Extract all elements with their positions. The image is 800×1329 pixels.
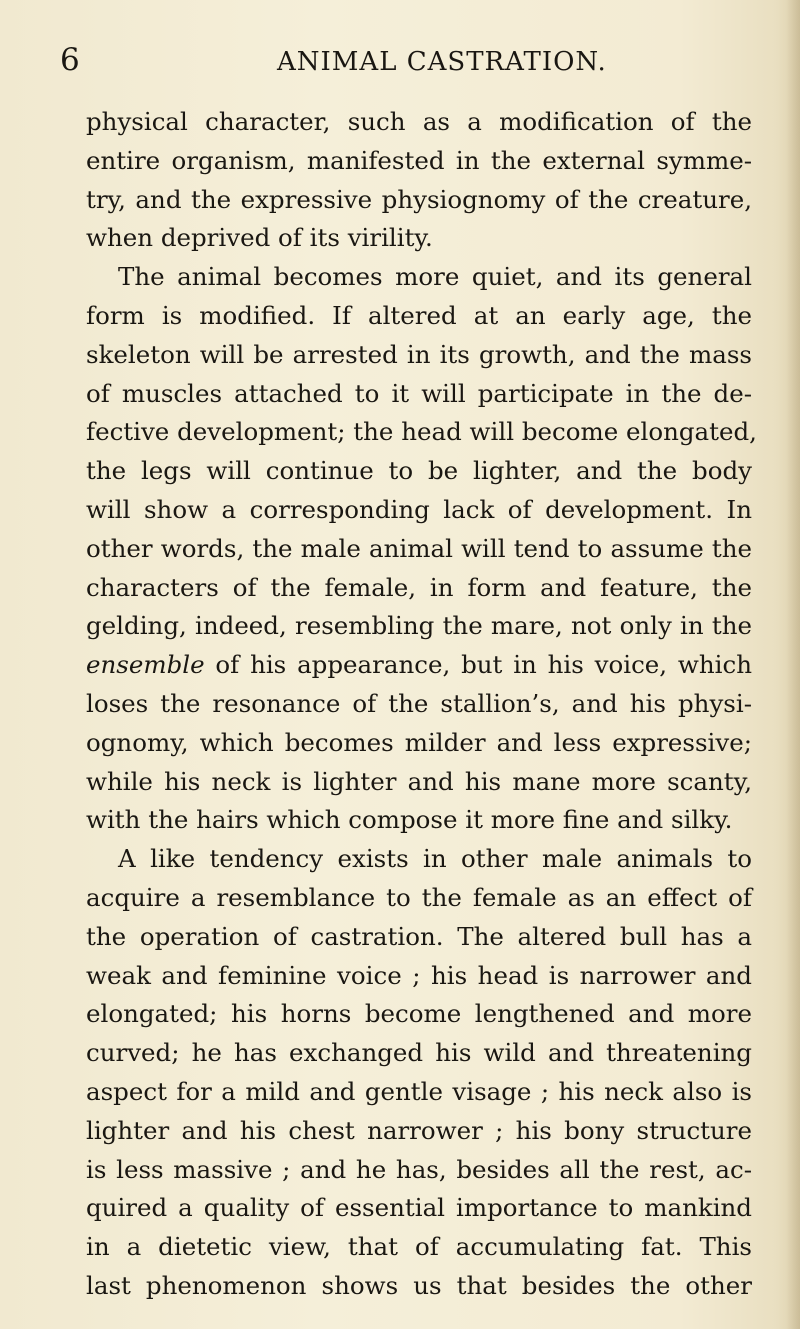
text-line: skeleton will be arrested in its growth, and the mass xyxy=(86,339,752,369)
text-line: aspect for a mild and gentle visage ; his neck also is xyxy=(86,1076,752,1106)
text-line: the operation of castration. The altered bull has a xyxy=(86,921,752,951)
text-line: curved; he has exchanged his wild and threatening xyxy=(86,1038,752,1068)
text-line: while his neck is lighter and his mane more scanty, xyxy=(86,766,752,796)
paragraph-start-line: The animal becomes more quiet, and its general xyxy=(118,262,752,292)
text-line: weak and feminine voice ; his head is narrower and xyxy=(86,960,752,990)
header-title: ANIMAL CASTRATION. xyxy=(277,47,607,77)
running-head xyxy=(60,40,750,80)
text-line: quired a quality of essential importance to mankind xyxy=(86,1193,752,1223)
text-line: is less massive ; and he has, besides all the rest, ac- xyxy=(86,1154,752,1184)
text-line: the legs will continue to be lighter, and the body xyxy=(86,456,752,486)
paragraph-start-line: A like tendency exists in other male animals to xyxy=(118,844,752,874)
text-line: elongated; his horns become lengthened and more xyxy=(86,999,752,1029)
text-line: physical character, such as a modification of the xyxy=(86,107,752,136)
text-line: last phenomenon shows us that besides the other xyxy=(86,1270,752,1300)
text-span: of his appearance, but in his voice, which xyxy=(204,650,752,680)
text-line: entire organism, manifested in the external symme- xyxy=(86,145,752,175)
text-line: other words, the male animal will tend to assume the xyxy=(86,533,752,563)
page-number: 6 xyxy=(60,42,80,78)
text-line: try, and the expressive physiognomy of the creature, xyxy=(86,184,752,214)
text-line: will show a corresponding lack of development. In xyxy=(86,494,752,524)
text-line-with-italic xyxy=(86,646,752,685)
body-text xyxy=(86,103,757,1306)
italic-word: ensemble xyxy=(86,650,205,680)
text-line: in a dietetic view, that of accumulating fat. This xyxy=(86,1232,752,1262)
text-line: gelding, indeed, resembling the mare, not only in the xyxy=(86,611,752,641)
text-line: when deprived of its virility. xyxy=(86,223,433,253)
text-line: form is modified. If altered at an early age, the xyxy=(86,300,752,330)
text-line: characters of the female, in form and feature, the xyxy=(86,572,752,602)
text-line: fective development; the head will become elongated, xyxy=(86,417,757,447)
page-edge-shadow xyxy=(786,0,800,1329)
text-line: ognomy, which becomes milder and less expressive; xyxy=(86,727,752,757)
text-line: lighter and his chest narrower ; his bony structure xyxy=(86,1115,752,1145)
text-line: loses the resonance of the stallion’s, and his physi- xyxy=(86,688,752,718)
text-line: of muscles attached to it will participate in the de- xyxy=(86,378,752,408)
text-line: acquire a resemblance to the female as an effect of xyxy=(86,882,752,912)
text-line: with the hairs which compose it more fine and silky. xyxy=(86,805,733,835)
